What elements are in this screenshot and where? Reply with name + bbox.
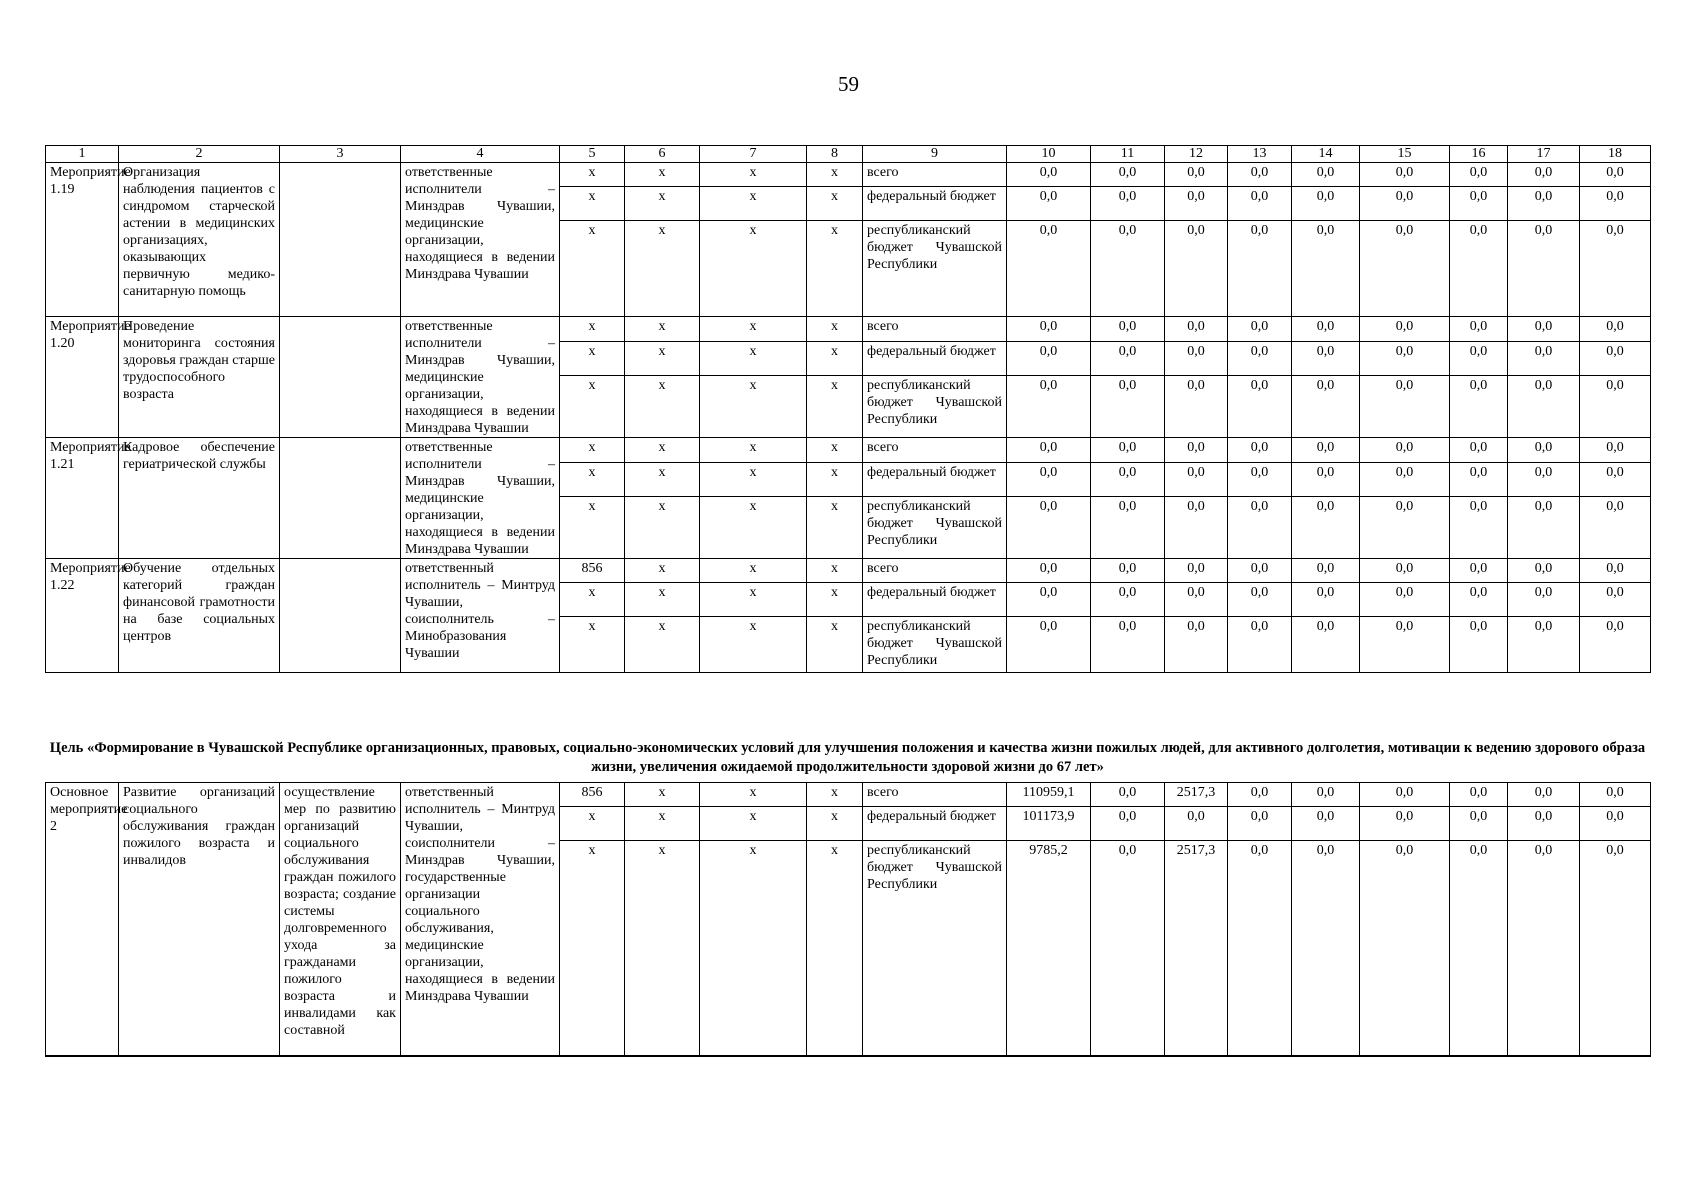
- value-cell: 0,0: [1508, 617, 1580, 673]
- code-cell: x: [560, 341, 625, 376]
- code-cell: x: [560, 438, 625, 463]
- measure-actions: [280, 163, 401, 317]
- measure-name: Кадровое обеспечение гериатрической службы: [119, 438, 280, 559]
- column-header: 10: [1007, 146, 1091, 163]
- value-cell: 0,0: [1165, 163, 1228, 187]
- code-cell: x: [700, 317, 807, 342]
- funding-source: всего: [863, 783, 1007, 807]
- measure-executor: ответственный исполнитель – Минтруд Чувашии, соисполнители – Минздрав Чувашии, государственные организации социального обслуживания, медицинские организации, находящиеся в ведении Минздрава Чувашии: [401, 783, 560, 1056]
- value-cell: 0,0: [1292, 497, 1360, 559]
- code-cell: x: [560, 617, 625, 673]
- measure-name: Обучение отдельных категорий граждан финансовой грамотности на базе социальных центров: [119, 559, 280, 673]
- value-cell: 0,0: [1292, 583, 1360, 617]
- code-cell: x: [700, 341, 807, 376]
- value-cell: 0,0: [1450, 341, 1508, 376]
- code-cell: x: [700, 807, 807, 841]
- value-cell: 0,0: [1580, 376, 1651, 438]
- measure-id: Мероприятие 1.21: [46, 438, 119, 559]
- code-cell: x: [625, 341, 700, 376]
- value-cell: 0,0: [1165, 438, 1228, 463]
- funding-source: республиканский бюджет Чувашской Республики: [863, 617, 1007, 673]
- value-cell: 0,0: [1007, 221, 1091, 317]
- value-cell: 0,0: [1360, 221, 1450, 317]
- funding-source: всего: [863, 438, 1007, 463]
- code-cell: x: [700, 583, 807, 617]
- value-cell: 0,0: [1580, 462, 1651, 497]
- code-cell: x: [625, 583, 700, 617]
- value-cell: 0,0: [1228, 221, 1292, 317]
- value-cell: 0,0: [1360, 583, 1450, 617]
- measure-executor: ответственные исполнители – Минздрав Чувашии, медицинские организации, находящиеся в ведении Минздрава Чувашии: [401, 317, 560, 438]
- funding-source: федеральный бюджет: [863, 187, 1007, 221]
- value-cell: 0,0: [1360, 462, 1450, 497]
- value-cell: 101173,9: [1007, 807, 1091, 841]
- code-cell: x: [625, 376, 700, 438]
- column-header: 9: [863, 146, 1007, 163]
- code-cell: x: [807, 187, 863, 221]
- value-cell: 0,0: [1508, 376, 1580, 438]
- measure-actions: [280, 438, 401, 559]
- value-cell: 0,0: [1165, 583, 1228, 617]
- value-cell: 0,0: [1292, 783, 1360, 807]
- column-header: 17: [1508, 146, 1580, 163]
- value-cell: 0,0: [1007, 317, 1091, 342]
- value-cell: 0,0: [1450, 617, 1508, 673]
- code-cell: x: [625, 438, 700, 463]
- funding-source: всего: [863, 163, 1007, 187]
- value-cell: 0,0: [1292, 438, 1360, 463]
- value-cell: 0,0: [1508, 341, 1580, 376]
- value-cell: 0,0: [1165, 497, 1228, 559]
- code-cell: x: [625, 187, 700, 221]
- value-cell: 0,0: [1508, 462, 1580, 497]
- code-cell: x: [700, 187, 807, 221]
- value-cell: 0,0: [1228, 462, 1292, 497]
- value-cell: 0,0: [1450, 187, 1508, 221]
- funding-source: всего: [863, 559, 1007, 583]
- measure-name: Организация наблюдения пациентов с синдромом старческой астении в медицинских организациях, оказывающих первичную медико-санитарную помощь: [119, 163, 280, 317]
- value-cell: 0,0: [1007, 559, 1091, 583]
- code-cell: x: [560, 583, 625, 617]
- value-cell: 0,0: [1165, 807, 1228, 841]
- code-cell: x: [807, 438, 863, 463]
- main-measure-table: [45, 782, 1651, 1057]
- funding-source: федеральный бюджет: [863, 341, 1007, 376]
- column-header: 16: [1450, 146, 1508, 163]
- value-cell: 0,0: [1165, 559, 1228, 583]
- value-cell: 0,0: [1450, 376, 1508, 438]
- value-cell: 0,0: [1450, 841, 1508, 1056]
- value-cell: 0,0: [1580, 317, 1651, 342]
- value-cell: 0,0: [1228, 163, 1292, 187]
- value-cell: 110959,1: [1007, 783, 1091, 807]
- column-header: 12: [1165, 146, 1228, 163]
- code-cell: x: [807, 317, 863, 342]
- funding-source: федеральный бюджет: [863, 462, 1007, 497]
- value-cell: 0,0: [1091, 317, 1165, 342]
- code-cell: x: [560, 497, 625, 559]
- value-cell: 0,0: [1228, 617, 1292, 673]
- value-cell: 0,0: [1508, 783, 1580, 807]
- code-cell: x: [560, 807, 625, 841]
- value-cell: 0,0: [1292, 376, 1360, 438]
- value-cell: 0,0: [1091, 841, 1165, 1056]
- value-cell: 0,0: [1360, 376, 1450, 438]
- code-cell: x: [700, 462, 807, 497]
- code-cell: x: [807, 341, 863, 376]
- value-cell: 0,0: [1165, 462, 1228, 497]
- value-cell: 0,0: [1228, 807, 1292, 841]
- value-cell: 0,0: [1165, 317, 1228, 342]
- code-cell: x: [625, 617, 700, 673]
- value-cell: 0,0: [1360, 187, 1450, 221]
- value-cell: 0,0: [1228, 376, 1292, 438]
- value-cell: 0,0: [1360, 559, 1450, 583]
- measure-actions: [280, 559, 401, 673]
- value-cell: 0,0: [1360, 617, 1450, 673]
- column-header: 13: [1228, 146, 1292, 163]
- value-cell: 0,0: [1508, 317, 1580, 342]
- value-cell: 0,0: [1292, 807, 1360, 841]
- value-cell: 0,0: [1360, 807, 1450, 841]
- value-cell: 0,0: [1007, 376, 1091, 438]
- value-cell: 0,0: [1508, 559, 1580, 583]
- value-cell: 0,0: [1091, 617, 1165, 673]
- code-cell: x: [807, 559, 863, 583]
- value-cell: 0,0: [1508, 438, 1580, 463]
- measure-id: Мероприятие 1.22: [46, 559, 119, 673]
- funding-source: федеральный бюджет: [863, 807, 1007, 841]
- value-cell: 0,0: [1360, 783, 1450, 807]
- funding-source: республиканский бюджет Чувашской Республики: [863, 376, 1007, 438]
- measure-executor: ответственные исполнители – Минздрав Чувашии, медицинские организации, находящиеся в ведении Минздрава Чувашии: [401, 163, 560, 317]
- measure-id: Мероприятие 1.20: [46, 317, 119, 438]
- code-cell: x: [560, 841, 625, 1056]
- column-header: 11: [1091, 146, 1165, 163]
- value-cell: 0,0: [1580, 559, 1651, 583]
- code-cell: x: [625, 559, 700, 583]
- code-cell: x: [560, 376, 625, 438]
- measure-executor: ответственный исполнитель – Минтруд Чувашии, соисполнитель – Минобразования Чувашии: [401, 559, 560, 673]
- value-cell: 0,0: [1165, 341, 1228, 376]
- value-cell: 0,0: [1228, 841, 1292, 1056]
- value-cell: 0,0: [1580, 187, 1651, 221]
- code-cell: x: [625, 221, 700, 317]
- code-cell: x: [625, 783, 700, 807]
- column-header: 15: [1360, 146, 1450, 163]
- funding-source: всего: [863, 317, 1007, 342]
- value-cell: 0,0: [1228, 497, 1292, 559]
- column-header: 7: [700, 146, 807, 163]
- value-cell: 0,0: [1091, 783, 1165, 807]
- code-cell: x: [807, 462, 863, 497]
- column-header: 2: [119, 146, 280, 163]
- value-cell: 0,0: [1508, 807, 1580, 841]
- value-cell: 0,0: [1165, 376, 1228, 438]
- value-cell: 0,0: [1580, 221, 1651, 317]
- value-cell: 0,0: [1228, 187, 1292, 221]
- value-cell: 0,0: [1007, 438, 1091, 463]
- code-cell: x: [625, 841, 700, 1056]
- code-cell: x: [560, 221, 625, 317]
- code-cell: x: [807, 841, 863, 1056]
- value-cell: 0,0: [1007, 617, 1091, 673]
- column-header: 14: [1292, 146, 1360, 163]
- value-cell: 0,0: [1091, 497, 1165, 559]
- value-cell: 0,0: [1292, 187, 1360, 221]
- code-cell: x: [700, 438, 807, 463]
- table-row: [46, 559, 1651, 583]
- value-cell: 0,0: [1360, 438, 1450, 463]
- value-cell: 0,0: [1508, 841, 1580, 1056]
- measure-id: Основное мероприятие 2: [46, 783, 119, 1056]
- header-row: [46, 146, 1651, 163]
- value-cell: 0,0: [1450, 221, 1508, 317]
- value-cell: 0,0: [1007, 462, 1091, 497]
- table-row: [46, 317, 1651, 342]
- measure-actions: осуществление мер по развитию организаций социального обслуживания граждан пожилого возраста; создание системы долговременного ухода за гражданами пожилого возраста и инвалидами как составной: [280, 783, 401, 1056]
- value-cell: 0,0: [1228, 341, 1292, 376]
- value-cell: 0,0: [1450, 317, 1508, 342]
- value-cell: 0,0: [1580, 163, 1651, 187]
- code-cell: x: [700, 559, 807, 583]
- value-cell: 0,0: [1292, 617, 1360, 673]
- value-cell: 0,0: [1292, 317, 1360, 342]
- value-cell: 0,0: [1292, 221, 1360, 317]
- column-header: 4: [401, 146, 560, 163]
- value-cell: 0,0: [1292, 462, 1360, 497]
- value-cell: 0,0: [1360, 163, 1450, 187]
- table-row: [46, 163, 1651, 187]
- value-cell: 0,0: [1508, 221, 1580, 317]
- column-header: 8: [807, 146, 863, 163]
- value-cell: 0,0: [1360, 841, 1450, 1056]
- value-cell: 0,0: [1007, 187, 1091, 221]
- code-cell: x: [625, 317, 700, 342]
- column-header: 6: [625, 146, 700, 163]
- value-cell: 0,0: [1007, 583, 1091, 617]
- value-cell: 0,0: [1165, 221, 1228, 317]
- value-cell: 0,0: [1450, 807, 1508, 841]
- code-cell: x: [700, 841, 807, 1056]
- value-cell: 0,0: [1450, 438, 1508, 463]
- value-cell: 0,0: [1292, 559, 1360, 583]
- code-cell: x: [807, 783, 863, 807]
- goal-heading: Цель «Формирование в Чувашской Республике организационных, правовых, социально-экономических условий для улучшения положения и качества жизни пожилых людей, для активного долголетия, мотивации к ведению здорового образа жизни, увеличения ожидаемой продолжительности здоровой жизни до 67 лет»: [49, 740, 1646, 775]
- value-cell: 0,0: [1508, 187, 1580, 221]
- value-cell: 9785,2: [1007, 841, 1091, 1056]
- value-cell: 0,0: [1292, 163, 1360, 187]
- value-cell: 0,0: [1580, 583, 1651, 617]
- value-cell: 0,0: [1450, 462, 1508, 497]
- code-cell: x: [625, 807, 700, 841]
- measure-name: Проведение мониторинга состояния здоровья граждан старше трудоспособного возраста: [119, 317, 280, 438]
- value-cell: 0,0: [1360, 497, 1450, 559]
- value-cell: 0,0: [1450, 559, 1508, 583]
- code-cell: x: [807, 376, 863, 438]
- value-cell: 0,0: [1091, 221, 1165, 317]
- funding-source: республиканский бюджет Чувашской Республики: [863, 497, 1007, 559]
- code-cell: x: [560, 163, 625, 187]
- column-header: 5: [560, 146, 625, 163]
- code-cell: x: [560, 187, 625, 221]
- value-cell: 0,0: [1508, 163, 1580, 187]
- code-cell: x: [625, 462, 700, 497]
- value-cell: 2517,3: [1165, 841, 1228, 1056]
- value-cell: 0,0: [1228, 317, 1292, 342]
- value-cell: 0,0: [1292, 841, 1360, 1056]
- measure-id: Мероприятие 1.19: [46, 163, 119, 317]
- value-cell: 0,0: [1165, 617, 1228, 673]
- value-cell: 0,0: [1007, 341, 1091, 376]
- budget-table: [45, 145, 1651, 673]
- funding-source: федеральный бюджет: [863, 583, 1007, 617]
- value-cell: 0,0: [1450, 163, 1508, 187]
- code-cell: x: [700, 163, 807, 187]
- value-cell: 0,0: [1091, 376, 1165, 438]
- value-cell: 0,0: [1091, 583, 1165, 617]
- code-cell: x: [700, 221, 807, 317]
- value-cell: 0,0: [1450, 783, 1508, 807]
- table-row: [46, 783, 1651, 807]
- value-cell: 0,0: [1450, 497, 1508, 559]
- value-cell: 0,0: [1580, 841, 1651, 1056]
- code-cell: x: [560, 317, 625, 342]
- value-cell: 0,0: [1292, 341, 1360, 376]
- value-cell: 0,0: [1360, 341, 1450, 376]
- code-cell: x: [700, 783, 807, 807]
- value-cell: 0,0: [1091, 462, 1165, 497]
- value-cell: 0,0: [1228, 559, 1292, 583]
- measure-executor: ответственные исполнители – Минздрав Чувашии, медицинские организации, находящиеся в ведении Минздрава Чувашии: [401, 438, 560, 559]
- value-cell: 0,0: [1450, 583, 1508, 617]
- page-number: 59: [838, 72, 859, 96]
- value-cell: 0,0: [1580, 617, 1651, 673]
- code-cell: x: [807, 163, 863, 187]
- value-cell: 0,0: [1580, 807, 1651, 841]
- column-header: 3: [280, 146, 401, 163]
- code-cell: x: [700, 497, 807, 559]
- value-cell: 2517,3: [1165, 783, 1228, 807]
- value-cell: 0,0: [1228, 583, 1292, 617]
- value-cell: 0,0: [1360, 317, 1450, 342]
- code-cell: 856: [560, 559, 625, 583]
- column-header: 18: [1580, 146, 1651, 163]
- code-cell: 856: [560, 783, 625, 807]
- value-cell: 0,0: [1007, 497, 1091, 559]
- code-cell: x: [625, 163, 700, 187]
- measure-name: Развитие организаций социального обслуживания граждан пожилого возраста и инвалидов: [119, 783, 280, 1056]
- value-cell: 0,0: [1091, 438, 1165, 463]
- value-cell: 0,0: [1165, 187, 1228, 221]
- table-row: [46, 438, 1651, 463]
- code-cell: x: [807, 221, 863, 317]
- value-cell: 0,0: [1580, 341, 1651, 376]
- code-cell: x: [807, 583, 863, 617]
- value-cell: 0,0: [1091, 341, 1165, 376]
- measure-actions: [280, 317, 401, 438]
- funding-source: республиканский бюджет Чувашской Республики: [863, 841, 1007, 1056]
- funding-source: республиканский бюджет Чувашской Республики: [863, 221, 1007, 317]
- code-cell: x: [560, 462, 625, 497]
- code-cell: x: [807, 617, 863, 673]
- code-cell: x: [700, 617, 807, 673]
- code-cell: x: [625, 497, 700, 559]
- code-cell: x: [700, 376, 807, 438]
- value-cell: 0,0: [1228, 783, 1292, 807]
- value-cell: 0,0: [1091, 163, 1165, 187]
- code-cell: x: [807, 807, 863, 841]
- value-cell: 0,0: [1508, 497, 1580, 559]
- value-cell: 0,0: [1580, 783, 1651, 807]
- value-cell: 0,0: [1007, 163, 1091, 187]
- value-cell: 0,0: [1091, 187, 1165, 221]
- value-cell: 0,0: [1508, 583, 1580, 617]
- code-cell: x: [807, 497, 863, 559]
- value-cell: 0,0: [1091, 559, 1165, 583]
- column-header: 1: [46, 146, 119, 163]
- value-cell: 0,0: [1580, 497, 1651, 559]
- value-cell: 0,0: [1228, 438, 1292, 463]
- value-cell: 0,0: [1091, 807, 1165, 841]
- value-cell: 0,0: [1580, 438, 1651, 463]
